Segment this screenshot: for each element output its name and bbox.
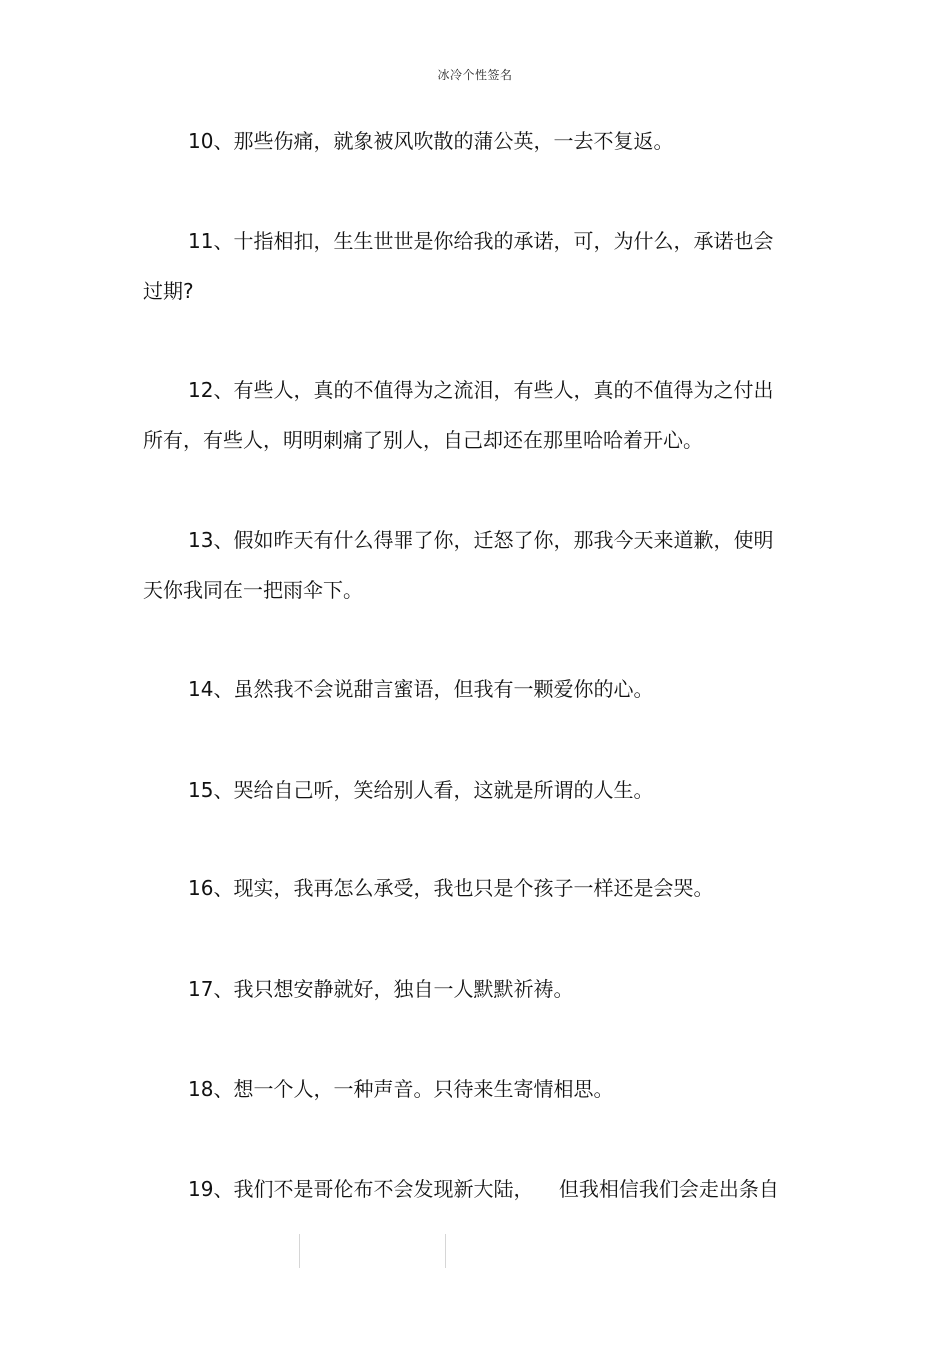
paragraph-16: 16、现实，我再怎么承受，我也只是个孩子一样还是会哭。 — [188, 876, 714, 900]
paragraph-19: 19、我们不是哥伦布不会发现新大陆， 但我相信我们会走出条自 — [188, 1177, 779, 1201]
page-crop-mark-left — [299, 1234, 300, 1268]
paragraph-12: 12、有些人，真的不值得为之流泪，有些人，真的不值得为之付出所有，有些人，明明刺痛了别人，自己却还在那里哈哈着开心。 — [143, 378, 774, 452]
paragraph-13: 13、假如昨天有什么得罪了你，迁怒了你，那我今天来道歉，使明天你我同在一把雨伞下。 — [143, 528, 774, 602]
paragraph-14: 14、虽然我不会说甜言蜜语，但我有一颗爱你的心。 — [188, 677, 654, 701]
paragraph-15: 15、哭给自己听，笑给别人看，这就是所谓的人生。 — [188, 778, 654, 802]
paragraph-10: 10、那些伤痛，就象被风吹散的蒲公英，一去不复返。 — [188, 129, 674, 153]
paragraph-18: 18、想一个人，一种声音。只待来生寄情相思。 — [188, 1077, 614, 1101]
page-crop-mark-right — [445, 1234, 446, 1268]
paragraph-17: 17、我只想安静就好，独自一人默默祈祷。 — [188, 977, 574, 1001]
paragraph-11: 11、十指相扣，生生世世是你给我的承诺，可，为什么，承诺也会过期? — [143, 229, 774, 303]
page-header-title: 冰冷个性签名 — [437, 68, 513, 82]
